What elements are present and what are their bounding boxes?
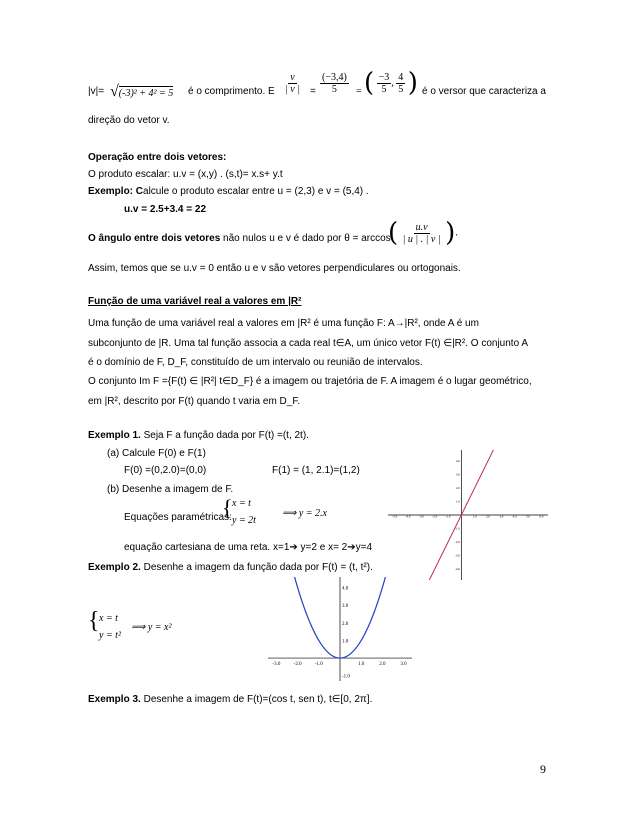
- example3-text: Desenhe a imagem de F(t)=(cos t, sen t), t∈[0, 2π].: [140, 694, 373, 705]
- perpendicular-text: Assim, temos que se u.v = 0 então u e v são vetores perpendiculares ou ortogonais.: [88, 263, 461, 274]
- scalar-calc: u.v = 2.5+3.4 = 22: [124, 204, 207, 215]
- sqrt-expression: √(-3)² + 4² = 5: [110, 83, 174, 100]
- frac-den: | u | . | v |: [402, 233, 441, 245]
- example3-title: [88, 694, 372, 705]
- y-tick-label: 3.0: [342, 604, 349, 610]
- param-label: Equações paramétricas:: [124, 512, 232, 523]
- y-tick-label: 4.0: [455, 458, 460, 463]
- angle-bold: O ângulo entre dois vetores: [88, 233, 221, 244]
- norm-label: |v|=: [88, 86, 105, 97]
- comprimento-text: é o comprimento. E: [188, 86, 275, 97]
- scalar-product-def: O produto escalar: u.v = (x,y) . (s,t)= x.s+ y.t: [88, 169, 283, 180]
- frac-num: u.v: [415, 221, 428, 233]
- example3-label: Exemplo 3.: [88, 694, 141, 705]
- sqrt-body: (-3)² + 4² = 5: [118, 88, 174, 99]
- example2-label: Exemplo 2.: [88, 562, 141, 573]
- chart-parabola: [268, 577, 412, 681]
- example-scalar: [88, 186, 369, 197]
- example1-a: (a) Calcule F(0) e F(1): [107, 448, 206, 459]
- direction-text: direção do vetor v.: [88, 115, 170, 126]
- y-tick-label: 4.0: [342, 586, 349, 592]
- y-tick-label: 1.0: [455, 499, 460, 504]
- x-tick-label: 4.0: [512, 514, 517, 519]
- system2-implies: ⟹ y = x²: [131, 622, 172, 633]
- example1-title: [88, 430, 309, 441]
- x-tick-label: -2.0: [432, 514, 438, 519]
- example2-title: [88, 562, 373, 573]
- example1-b: (b) Desenhe a imagem de F.: [107, 484, 234, 495]
- example1-text: Seja F a função dada por F(t) =(t, 2t).: [140, 430, 309, 441]
- x-tick-label: -4.0: [405, 514, 411, 519]
- operation-heading: Operação entre dois vetores:: [88, 152, 227, 163]
- chart-line-y2x: [388, 450, 548, 580]
- cartesian-eq: equação cartesiana de uma reta. x=1➔ y=2 e x= 2➔y=4: [124, 542, 373, 553]
- frac-den: 5: [398, 83, 404, 95]
- function-p5: em |R², descrito por F(t) quando t varia em D_F.: [88, 396, 301, 407]
- example-text: alcule o produto escalar entre u = (2,3) e v = (5,4) .: [143, 186, 369, 197]
- vector-norm-line: [88, 86, 104, 97]
- arccos-fraction: ( $\frac{u.v}{| u | . | v |}$ ).: [388, 218, 458, 248]
- y-tick-label: -4.0: [454, 567, 460, 572]
- function-p4: O conjunto Im F ={F(t) ∈ |R²| t∈D_F} é a imagem ou trajetória de F. A imagem é o lugar geométrico,: [88, 376, 532, 387]
- y-tick-label: -1.0: [342, 674, 350, 680]
- fraction-vector-over-5: [320, 72, 349, 95]
- system1-line1: x = t: [232, 498, 251, 509]
- x-tick-label: -3.0: [418, 514, 424, 519]
- x-tick-label: 3.0: [400, 662, 407, 668]
- frac-num: 4: [398, 71, 404, 83]
- function-p3: é o domínio de F, D_F, constituído de um intervalo ou reunião de intervalos.: [88, 357, 423, 368]
- fraction-v-over-norm: [283, 72, 302, 95]
- y-tick-label: -3.0: [454, 553, 460, 558]
- example2-text: Desenhe a imagem da função dada por F(t) = (t, t²).: [140, 562, 373, 573]
- frac-num: (−3,4): [322, 72, 347, 83]
- period: .: [455, 227, 458, 239]
- angle-rest: não nulos u e v é dado por θ = arccos: [220, 233, 391, 244]
- x-tick-label: -5.0: [392, 514, 398, 519]
- frac-den: 5: [331, 84, 337, 95]
- example1-f0: F(0) =(0,2.0)=(0,0): [124, 465, 207, 476]
- frac-num: −3: [378, 71, 390, 83]
- example1-f1: F(1) = (1, 2.1)=(1,2): [272, 465, 360, 476]
- x-tick-label: -2.0: [293, 662, 302, 668]
- frac-num: v: [290, 72, 295, 83]
- x-tick-label: -1.0: [445, 514, 451, 519]
- function-p1: Uma função de uma variável real a valores em |R² é uma função F: A→|R², onde A é um: [88, 318, 479, 329]
- comma: ,: [391, 77, 394, 89]
- y-tick-label: 1.0: [342, 639, 349, 645]
- y-tick-label: -2.0: [454, 540, 460, 545]
- brace-2: {: [88, 608, 100, 634]
- system2-line2: y = t²: [99, 630, 121, 641]
- function-heading: Função de uma variável real a valores em |R²: [88, 296, 302, 307]
- x-tick-label: 1.0: [358, 662, 365, 668]
- y-tick-label: 2.0: [455, 485, 460, 490]
- unit-vector-result: ( $\frac{-3}{5}$ , $\frac{4}{5}$ ): [364, 68, 418, 98]
- y-tick-label: 3.0: [455, 472, 460, 477]
- example1-label: Exemplo 1.: [88, 430, 141, 441]
- x-tick-label: -1.0: [314, 662, 323, 668]
- brace: {: [222, 495, 233, 520]
- function-p2: subconjunto de |R. Uma tal função associa a cada real t∈A, um único vetor F(t) ∈|R². O conjunto A: [88, 338, 529, 349]
- system1-implies: ⟹ y = 2.x: [282, 508, 327, 519]
- x-tick-label: 5.0: [526, 514, 530, 519]
- x-tick-label: 3.0: [499, 514, 504, 519]
- frac-den: | v |: [285, 84, 300, 95]
- y-tick-label: 2.0: [342, 621, 349, 627]
- x-tick-label: 2.0: [379, 662, 386, 668]
- x-tick-label: 2.0: [486, 514, 490, 519]
- versor-text: é o versor que caracteriza a: [422, 86, 546, 97]
- equals-sign-2: =: [356, 86, 362, 97]
- system1-line2: y = 2t: [232, 515, 256, 526]
- frac-den: 5: [381, 83, 387, 95]
- equals-sign: =: [310, 86, 316, 97]
- x-tick-label: 6.0: [539, 514, 544, 519]
- system2-line1: x = t: [99, 613, 118, 624]
- x-tick-label: -3.0: [272, 662, 281, 668]
- angle-text: [88, 233, 391, 244]
- y-tick-label: -1.0: [454, 526, 460, 531]
- example-label: Exemplo: C: [88, 186, 144, 197]
- page-number: 9: [540, 762, 546, 776]
- x-tick-label: 1.0: [472, 514, 477, 519]
